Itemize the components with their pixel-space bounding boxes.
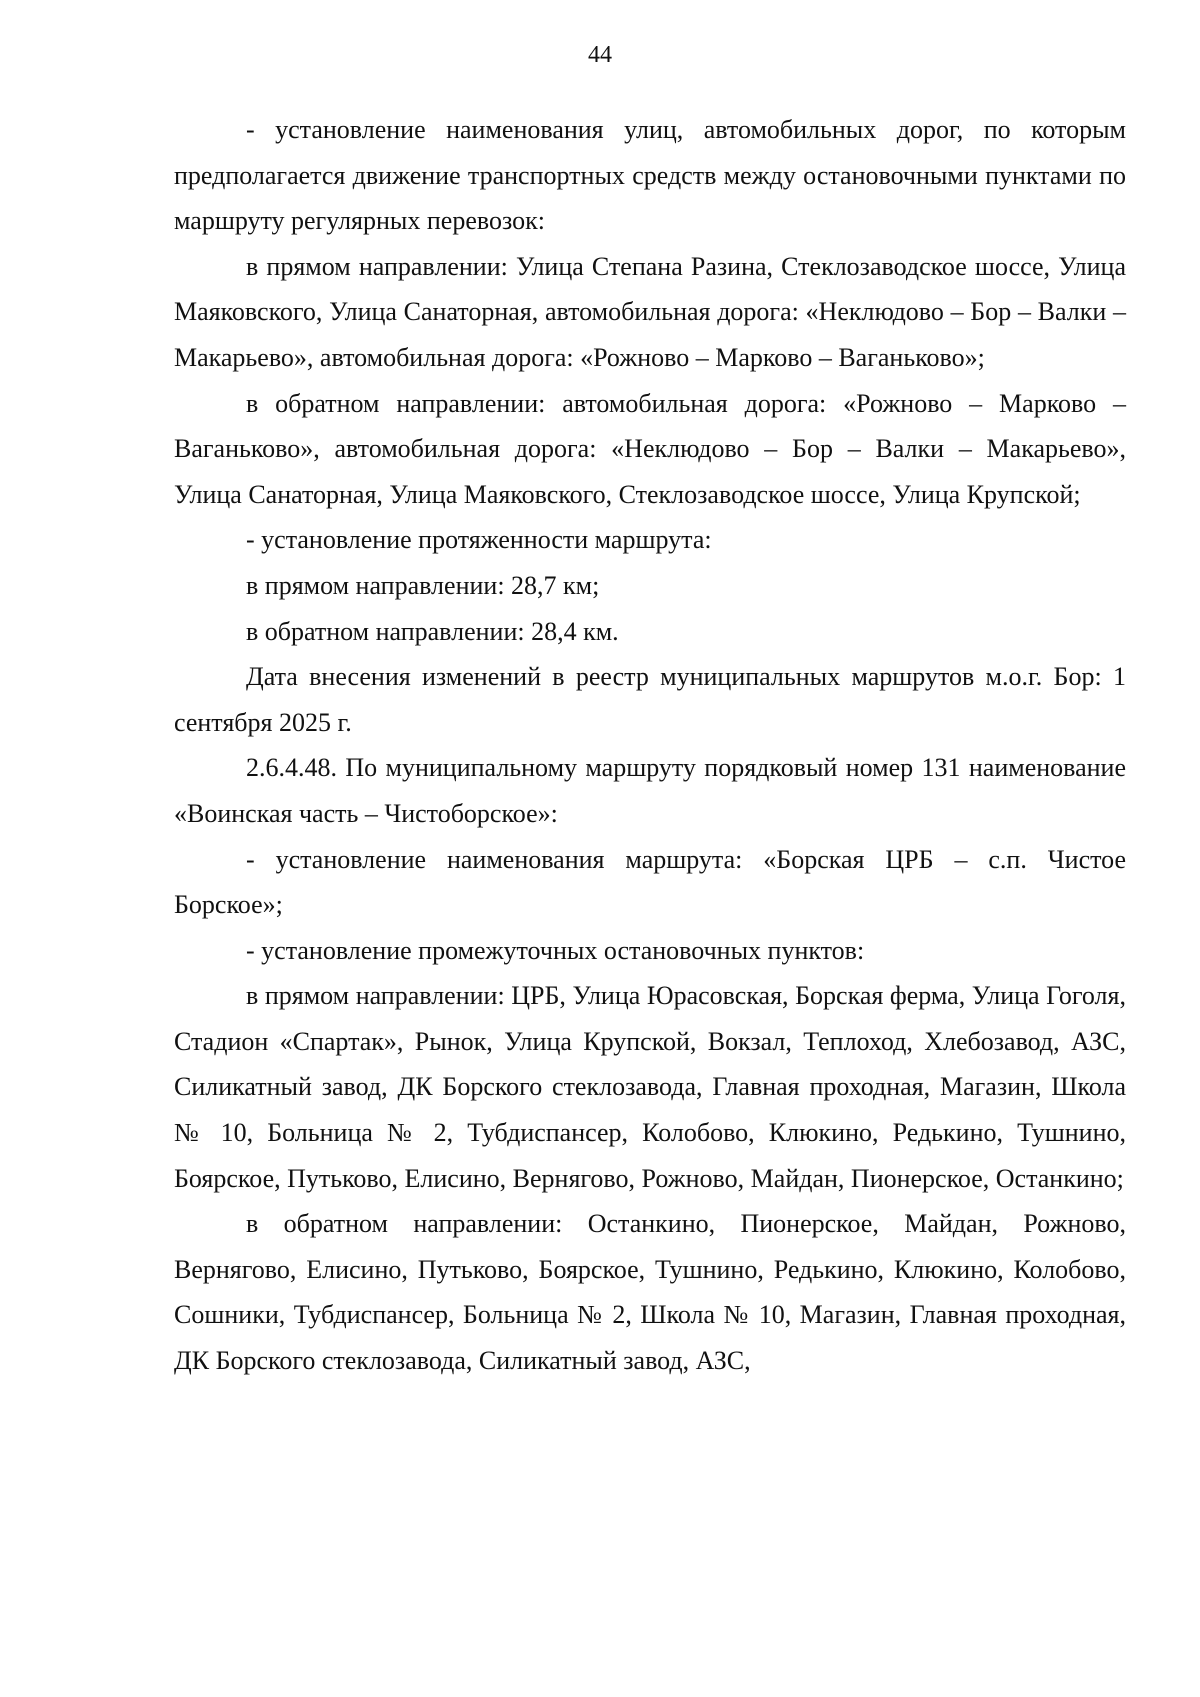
paragraph-reverse-stops: в обратном направлении: Останкино, Пионерское, Майдан, Рожново, Вернягово, Елисино, Путьково, Боярское, Тушнино, Редькино, Клюкино, Колобово, Сошники, Тубдиспансер, Больница № 2, Школа № 10, Магазин, Главная проходная, ДК Борского стеклозавода, Силикатный завод, АЗС, <box>174 1209 1126 1376</box>
paragraph-forward-streets: в прямом направлении: Улица Степана Разина, Стеклозаводское шоссе, Улица Маяковского, Улица Санаторная, автомобильная дорога: «Неклюдово – Бор – Валки – Макарьево», автомобильная дорога: «Рожново – Марково – Ваганьково»; <box>174 251 1126 372</box>
paragraph-street-names-intro: - установление наименования улиц, автомобильных дорог, по которым предполагается движение транспортных средств между остановочными пунктами по маршруту регулярных перевозок: <box>174 115 1126 236</box>
paragraph-registry-date: Дата внесения изменений в реестр муниципальных маршрутов м.о.г. Бор: 1 сентября 2025 г. <box>174 662 1126 737</box>
paragraph-section-2-6-4-48: 2.6.4.48. По муниципальному маршруту порядковый номер 131 наименование «Воинская часть – Чистоборское»: <box>174 753 1126 828</box>
paragraph-intermediate-stops-intro: - установление промежуточных остановочных пунктов: <box>246 935 865 965</box>
paragraph-reverse-length: в обратном направлении: 28,4 км. <box>246 616 619 646</box>
paragraph-forward-length: в прямом направлении: 28,7 км; <box>246 570 600 600</box>
paragraph-reverse-streets: в обратном направлении: автомобильная дорога: «Рожново – Марково – Ваганьково», автомобильная дорога: «Неклюдово – Бор – Валки – Макарьево», Улица Санаторная, Улица Маяковского, Стеклозаводское шоссе, Улица Крупской; <box>174 388 1126 509</box>
paragraph-route-name: - установление наименования маршрута: «Борская ЦРБ – с.п. Чистое Борское»; <box>174 844 1126 920</box>
paragraph-forward-stops: в прямом направлении: ЦРБ, Улица Юрасовская, Борская ферма, Улица Гоголя, Стадион «Спартак», Рынок, Улица Крупской, Вокзал, Теплоход, Хлебозавод, АЗС, Силикатный завод, ДК Борского стеклозавода, Главная проходная, Магазин, Школа № 10, Больница № 2, Тубдиспансер, Колобово, Клюкино, Редькино, Тушнино, Боярское, Путьково, Елисино, Вернягово, Рожново, Майдан, Пионерское, Останкино; <box>174 981 1126 1193</box>
document-body <box>174 107 1126 1384</box>
page-number: 44 <box>588 42 612 68</box>
paragraph-route-length-intro: - установление протяженности маршрута: <box>246 525 712 555</box>
